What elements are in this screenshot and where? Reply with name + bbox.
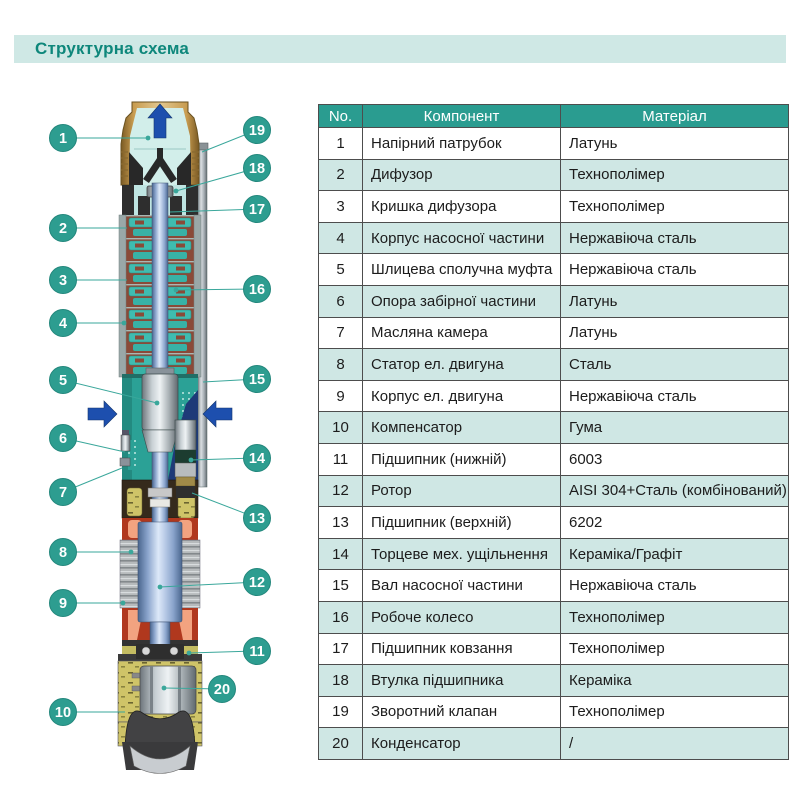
cell-no: 8: [319, 349, 363, 381]
callout-number: 3: [58, 273, 68, 289]
flow-arrow-left-icon: [88, 401, 117, 427]
cell-no: 17: [319, 633, 363, 665]
cell-no: 16: [319, 601, 363, 633]
cell-component: Підшипник ковзання: [363, 633, 561, 665]
callout-number: 1: [58, 131, 68, 147]
cell-no: 13: [319, 507, 363, 539]
cell-material: /: [561, 728, 789, 760]
cell-component: Ротор: [363, 475, 561, 507]
callout-number: 11: [249, 644, 265, 660]
cell-component: Корпус насосної частини: [363, 222, 561, 254]
cell-material: Латунь: [561, 317, 789, 349]
callout-number: 7: [58, 485, 68, 501]
cell-material: Технополімер: [561, 696, 789, 728]
table-row: [319, 380, 789, 412]
cell-material: Технополімер: [561, 633, 789, 665]
cell-material: Латунь: [561, 128, 789, 160]
cell-material: Технополімер: [561, 601, 789, 633]
cell-component: Підшипник (нижній): [363, 443, 561, 475]
cell-component: Торцеве мех. ущільнення: [363, 538, 561, 570]
table-row: [319, 665, 789, 697]
table-header-row: [319, 105, 789, 128]
cell-material: Кераміка: [561, 665, 789, 697]
callout-number: 10: [54, 705, 72, 721]
callout-number: 9: [58, 596, 68, 612]
cell-component: Статор ел. двигуна: [363, 349, 561, 381]
table-row: [319, 507, 789, 539]
flow-arrow-right-icon: [203, 401, 232, 427]
callout-number: 15: [248, 372, 266, 388]
cell-no: 10: [319, 412, 363, 444]
table-row: [319, 191, 789, 223]
table-row: [319, 443, 789, 475]
table-row: [319, 696, 789, 728]
callout-number: 13: [248, 511, 266, 527]
cell-material: Технополімер: [561, 159, 789, 191]
cell-no: 20: [319, 728, 363, 760]
table-row: [319, 254, 789, 286]
cell-component: Дифузор: [363, 159, 561, 191]
cell-no: 18: [319, 665, 363, 697]
pump-structural-diagram: [0, 0, 320, 800]
cell-component: Масляна камера: [363, 317, 561, 349]
callout-target-dot: [155, 401, 160, 406]
table-row: [319, 538, 789, 570]
callout-number: 2: [58, 221, 68, 237]
table-row: [319, 349, 789, 381]
callout-target-dot: [121, 601, 126, 606]
table-row: [319, 285, 789, 317]
cell-component: Вал насосної частини: [363, 570, 561, 602]
cell-material: 6003: [561, 443, 789, 475]
callout-number: 20: [213, 682, 231, 698]
callout-number: 17: [248, 202, 266, 218]
callout-number: 4: [58, 316, 68, 332]
col-header-no: No.: [319, 105, 363, 128]
parts-table-wrap: [318, 104, 788, 760]
cell-material: Кераміка/Графіт: [561, 538, 789, 570]
cell-no: 12: [319, 475, 363, 507]
cell-material: Гума: [561, 412, 789, 444]
callout-target-dot: [174, 189, 179, 194]
table-row: [319, 475, 789, 507]
callout-number: 14: [248, 451, 266, 467]
page-title: Структурна схема: [35, 39, 190, 58]
col-header-component: Компонент: [363, 105, 561, 128]
table-row: [319, 222, 789, 254]
table-row: [319, 128, 789, 160]
callout-number: 5: [58, 373, 68, 389]
cell-no: 4: [319, 222, 363, 254]
cell-component: Зворотний клапан: [363, 696, 561, 728]
cell-no: 19: [319, 696, 363, 728]
callout-number: 19: [248, 123, 266, 139]
callout-target-dot: [158, 585, 163, 590]
table-row: [319, 159, 789, 191]
cell-component: Корпус ел. двигуна: [363, 380, 561, 412]
cell-no: 11: [319, 443, 363, 475]
cell-no: 14: [319, 538, 363, 570]
cell-no: 7: [319, 317, 363, 349]
callout-number: 18: [248, 161, 266, 177]
callout-target-dot: [162, 686, 167, 691]
callout-target-dot: [146, 136, 151, 141]
cell-material: Нержавіюча сталь: [561, 222, 789, 254]
callout-number: 16: [248, 282, 266, 298]
cell-material: Нержавіюча сталь: [561, 254, 789, 286]
cell-no: 5: [319, 254, 363, 286]
cell-material: Латунь: [561, 285, 789, 317]
callout-target-dot: [129, 550, 134, 555]
cell-component: Опора забірної частини: [363, 285, 561, 317]
lower-bearing: [136, 644, 184, 659]
cell-no: 9: [319, 380, 363, 412]
table-row: [319, 317, 789, 349]
cell-material: AISI 304+Сталь (комбінований): [561, 475, 789, 507]
callout-number: 12: [248, 575, 266, 591]
cell-no: 6: [319, 285, 363, 317]
cell-material: Нержавіюча сталь: [561, 380, 789, 412]
callout-number: 6: [58, 431, 68, 447]
cell-component: Шлицева сполучна муфта: [363, 254, 561, 286]
cell-component: Робоче колесо: [363, 601, 561, 633]
cell-component: Компенсатор: [363, 412, 561, 444]
intake-support-bolts: [120, 430, 130, 466]
cell-component: Кришка дифузора: [363, 191, 561, 223]
table-row: [319, 412, 789, 444]
callout-number: 8: [58, 545, 68, 561]
spline-coupling: [142, 368, 178, 452]
table-row: [319, 633, 789, 665]
cell-component: Конденсатор: [363, 728, 561, 760]
parts-table-body: [319, 128, 789, 760]
cell-component: Підшипник (верхній): [363, 507, 561, 539]
cell-no: 3: [319, 191, 363, 223]
table-row: [319, 601, 789, 633]
bottom-cap: [122, 742, 198, 774]
cell-no: 2: [319, 159, 363, 191]
callout-target-dot: [189, 458, 194, 463]
col-header-material: Матеріал: [561, 105, 789, 128]
callout-target-dot: [122, 321, 127, 326]
cell-material: Технополімер: [561, 191, 789, 223]
cell-material: Сталь: [561, 349, 789, 381]
cell-component: Втулка підшипника: [363, 665, 561, 697]
callout-target-dot: [174, 288, 179, 293]
parts-table: [318, 104, 789, 760]
cell-material: Нержавіюча сталь: [561, 570, 789, 602]
table-row: [319, 728, 789, 760]
table-row: [319, 570, 789, 602]
cell-no: 1: [319, 128, 363, 160]
cell-material: 6202: [561, 507, 789, 539]
cell-component: Напірний патрубок: [363, 128, 561, 160]
callout-target-dot: [187, 651, 192, 656]
cell-no: 15: [319, 570, 363, 602]
